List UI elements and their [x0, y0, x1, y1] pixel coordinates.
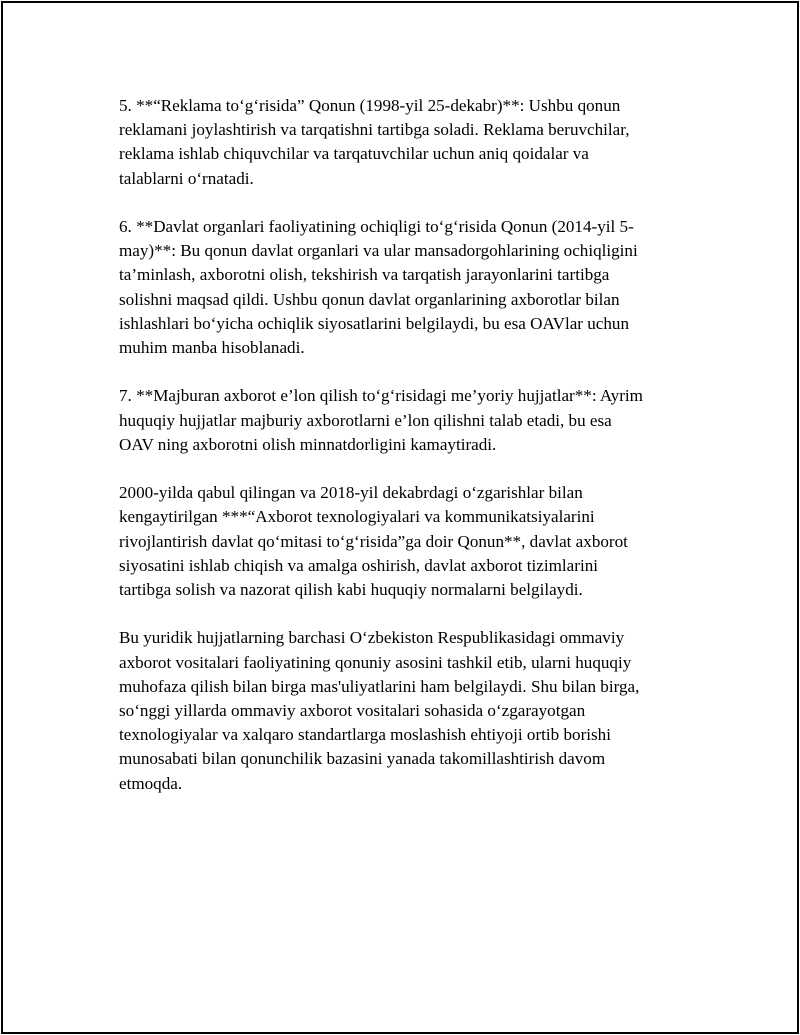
text-line: etmoqda. [119, 773, 183, 793]
text-line: 7. **Majburan axborot e’lon qilish to‘g‘risidagi me’yoriy hujjatlar**: Ayrim [119, 386, 643, 406]
text-line: rivojlantirish davlat qo‘mitasi to‘g‘risida”ga doir Qonun**, davlat axborot [119, 531, 628, 551]
text-line: ishlashlari bo‘yicha ochiqlik siyosatlarini belgilaydi, bu esa OAVlar uchun [119, 313, 630, 333]
text-line: texnologiyalar va xalqaro standartlarga moslashish ehtiyoji ortib borishi [119, 725, 611, 745]
paragraph-ict-committee-law [119, 481, 689, 602]
text-line: 2000-yilda qabul qilingan va 2018-yil dekabrdagi o‘zgarishlar bilan [119, 483, 583, 503]
paragraph-openness-law [119, 215, 689, 360]
paragraph-conclusion [119, 626, 689, 795]
text-line: so‘nggi yillarda ommaviy axborot vositalari sohasida o‘zgarayotgan [119, 701, 586, 721]
text-line: siyosatini ishlab chiqish va amalga oshirish, davlat axborot tizimlarini [119, 555, 599, 575]
text-line: 5. **“Reklama to‘g‘risida” Qonun (1998-yil 25-dekabr)**: Ushbu qonun [119, 96, 621, 115]
text-line: 6. **Davlat organlari faoliyatining ochiqligi to‘g‘risida Qonun (2014-yil 5- [119, 217, 634, 236]
text-line: reklama ishlab chiquvchilar va tarqatuvchilar uchun aniq qoidalar va [119, 144, 589, 164]
paragraph-reklama-law [119, 94, 689, 191]
text-line: ta’minlash, axborotni olish, tekshirish va tarqatish jarayonlarini tartibga [119, 265, 610, 285]
text-line: kengaytirilgan ***“Axborot texnologiyalari va kommunikatsiyalarini [119, 507, 595, 527]
text-line: muhim manba hisoblanadi. [119, 338, 305, 358]
text-line: axborot vositalari faoliyatining qonuniy asosini tashkil etib, ularni huquqiy [119, 652, 632, 672]
text-line: talablarni o‘rnatadi. [119, 168, 254, 188]
text-line: munosabati bilan qonunchilik bazasini yanada takomillashtirish davom [119, 749, 606, 769]
document-body [119, 94, 689, 820]
text-line: muhofaza qilish bilan birga mas'uliyatlarini ham belgilaydi. Shu bilan birga, [119, 676, 640, 696]
text-line: Bu yuridik hujjatlarning barchasi O‘zbekiston Respublikasidagi ommaviy [119, 628, 625, 648]
text-line: OAV ning axborotni olish minnatdorligini kamaytiradi. [119, 434, 497, 454]
text-line: may)**: Bu qonun davlat organlari va ular mansadorgohlarining ochiqligini [119, 241, 638, 261]
text-line: solishni maqsad qildi. Ushbu qonun davlat organlarining axborotlar bilan [119, 289, 620, 309]
text-line: reklamani joylashtirish va tarqatishni tartibga soladi. Reklama beruvchilar, [119, 120, 630, 140]
page-frame [1, 1, 799, 1034]
text-line: huquqiy hujjatlar majburiy axborotlarni e’lon qilishni talab etadi, bu esa [119, 410, 612, 430]
text-line: tartibga solish va nazorat qilish kabi huquqiy normalarni belgilaydi. [119, 580, 583, 600]
paragraph-mandatory-disclosure [119, 384, 689, 457]
